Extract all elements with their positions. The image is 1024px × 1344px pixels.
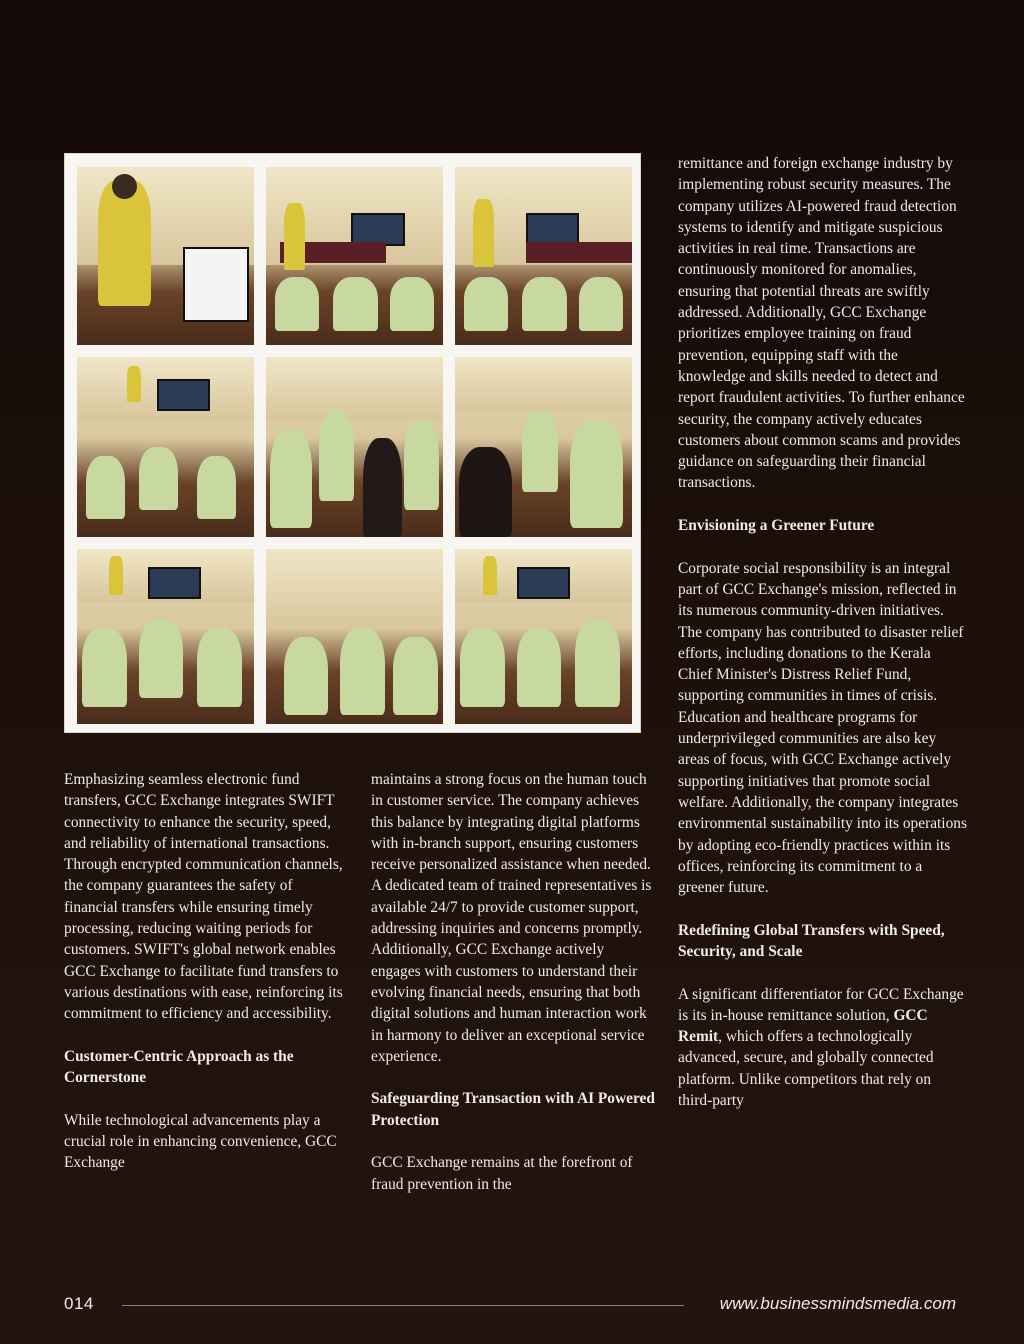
training-photo-9 [455, 549, 632, 724]
column-1-paragraph-1: Emphasizing seamless electronic fund transfers, GCC Exchange integrates SWIFT connectivity to enhance the security, speed, and reliability of international transactions. Through encrypted communication channels, the company guarantees the safety of financial transfers while ensuring timely processing, reducing waiting periods for customers. SWIFT's global network enables GCC Exchange to facilitate fund transfers to various destinations with ease, reinforcing its commitment to efficiency and accessibility. [64, 771, 343, 1023]
training-photo-5 [266, 357, 443, 537]
training-photo-6 [455, 357, 632, 537]
column-3-paragraph-2: Corporate social responsibility is an integral part of GCC Exchange's mission, reflected in its numerous community-driven initiatives. The company has contributed to disaster relief efforts, including donations to the Kerala Chief Minister's Distress Relief Fund, supporting communities in times of crisis. Education and healthcare programs for underprivileged communities are also key areas of focus, with GCC Exchange actively supporting initiatives that promote social welfare. Additionally, the company integrates environmental sustainability into its operations by adopting eco-friendly practices within its offices, reinforcing its commitment to a greener future. [678, 559, 967, 897]
section-heading-greener-future: Envisioning a Greener Future [678, 517, 875, 535]
training-photo-2 [266, 167, 443, 345]
article-column-3 [678, 153, 968, 1111]
section-heading-ai-protection: Safeguarding Transaction with AI Powered Protection [371, 1090, 655, 1129]
section-heading-customer-centric: Customer-Centric Approach as the Cornerstone [64, 1047, 294, 1087]
photo-collage [64, 153, 641, 733]
column-1-paragraph-2: While technological advancements play a crucial role in enhancing convenience, GCC Exchange [64, 1111, 337, 1172]
training-photo-4 [77, 357, 254, 537]
page-number: 014 [64, 1294, 94, 1313]
paragraph-3-text-start: A significant differentiator for GCC Exchange is its in-house remittance solution, [678, 985, 964, 1024]
paragraph-3-text-end: , which offers a technologically advanced, secure, and globally connected platform. Unlike competitors that rely on third-party [678, 1028, 934, 1110]
article-column-1 [64, 769, 349, 1174]
column-2-paragraph-1: maintains a strong focus on the human touch in customer service. The company achieves this balance by integrating digital platforms with in-branch support, ensuring customers receive personalized assistance when needed. A dedicated team of trained representatives is available 24/7 to provide customer support, addressing inquiries and concerns promptly. Additionally, GCC Exchange actively engages with customers to understand their evolving financial needs, ensuring that both digital solutions and human interaction work in harmony to deliver an exceptional service experience. [371, 771, 652, 1065]
section-heading-global-transfers: Redefining Global Transfers with Speed, Security, and Scale [678, 921, 945, 960]
training-photo-1 [77, 167, 254, 345]
column-3-paragraph-3 [678, 984, 968, 1112]
gcc-remit-bold: GCC Remit [678, 1006, 928, 1046]
training-photo-7 [77, 549, 254, 724]
footer-divider [122, 1305, 684, 1306]
training-photo-3 [455, 167, 632, 345]
publisher-url[interactable]: www.businessmindsmedia.com [719, 1294, 956, 1313]
column-2-paragraph-2: GCC Exchange remains at the forefront of fraud prevention in the [371, 1154, 633, 1193]
training-photo-8 [266, 549, 443, 724]
column-3-paragraph-1: remittance and foreign exchange industry by implementing robust security measures. The company utilizes AI-powered fraud detection systems to identify and mitigate suspicious activities in real time. Transactions are continuously monitored for anomalies, ensuring that potential threats are swiftly addressed. Additionally, GCC Exchange prioritizes employee training on fraud prevention, equipping staff with the knowledge and skills needed to detect and report fraudulent activities. To further enhance security, the company actively educates customers about common scams and provides guidance on safeguarding their financial transactions. [678, 155, 965, 492]
article-column-2 [371, 769, 656, 1195]
